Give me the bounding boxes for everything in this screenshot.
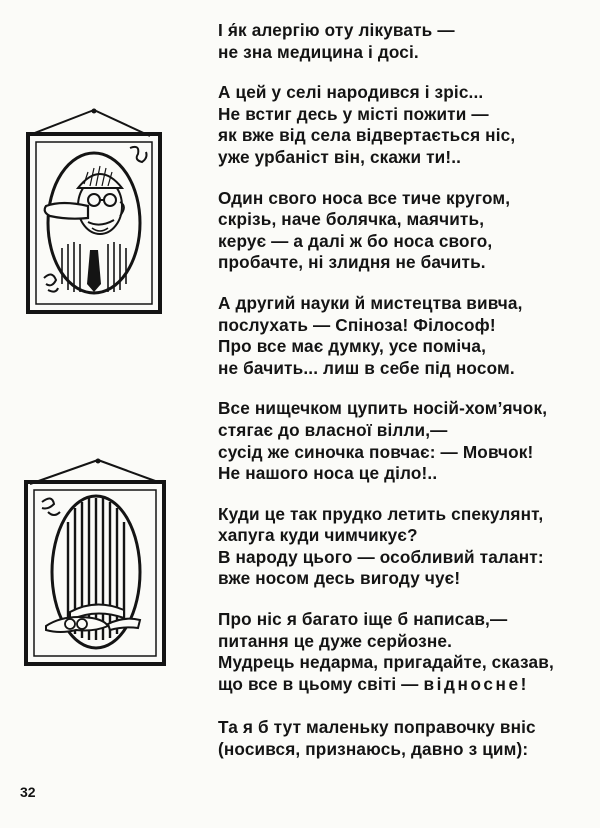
poem-line: Не встиг десь у місті пожити —	[218, 103, 489, 124]
poem-line: Та я б тут маленьку поправочку вніс	[218, 717, 536, 738]
poem-line: Не нашого носа це діло!..	[218, 463, 438, 484]
poem-line: як вже від села відвертається ніс,	[218, 125, 516, 146]
poem-line: Мудрець недарма, пригадайте, сказав,	[218, 652, 554, 673]
page-number: 32	[20, 784, 36, 800]
poem-line-prefix: що все в цьому світі —	[218, 673, 424, 694]
stanza-2	[218, 82, 590, 168]
poem-line: І я́к алергію оту лікувать —	[218, 20, 455, 40]
emphasized-word: відносне	[423, 673, 521, 694]
poem-line: Про все має думку, усе поміча,	[218, 336, 487, 357]
stanza-4	[218, 293, 590, 379]
poem-line: хапуга куди чимчикує?	[218, 525, 418, 546]
poem-line: не зна медицина і досі.	[218, 41, 419, 62]
poem-line: А другий науки й мистецтва вивча,	[218, 292, 523, 313]
poem-line: питання це дуже серйозне.	[218, 630, 453, 651]
poem-line: Все нищечком цупить носій-хом’ячок,	[218, 398, 548, 419]
poem-line: сусід же синочка повчає: — Мовчок!	[218, 441, 534, 462]
poem-line-last	[218, 674, 590, 696]
poem-line: В народу цього — особливий талант:	[218, 546, 544, 567]
poem-line: Куди це так прудко летить спекулянт,	[218, 503, 544, 524]
poem-line: Один свого носа все тиче кругом,	[218, 187, 511, 208]
stanza-1	[218, 20, 590, 63]
poem-line: скрізь, наче болячка, маячить,	[218, 209, 485, 230]
poem-line: керує — а далі ж бо носа свого,	[218, 230, 493, 251]
poem-line: не бачить... лиш в себе під носом.	[218, 357, 515, 378]
poem-line-suffix: !	[520, 673, 527, 694]
poem-line: А цей у селі народився і зріс...	[218, 82, 484, 103]
stanza-6	[218, 504, 590, 590]
framed-portrait-striped-figure-icon	[20, 458, 175, 670]
poem-line: послухать — Спіноза! Філософ!	[218, 314, 496, 335]
poem-line: пробачте, ні злидня не бачить.	[218, 252, 486, 273]
poem-line: вже носом десь вигоду чує!	[218, 568, 461, 589]
poem-line: (носився, признаюсь, давно з цим):	[218, 739, 529, 760]
poem-line: уже урбаніст він, скажи ти!..	[218, 146, 462, 167]
stanza-3	[218, 188, 590, 274]
poem-line: стягає до власної вілли,—	[218, 419, 448, 440]
poem-text	[218, 20, 590, 780]
stanza-5	[218, 398, 590, 484]
framed-portrait-long-nose-man-icon	[22, 108, 172, 320]
poem-line: Про ніс я багато іще б написав,—	[218, 609, 508, 630]
stanza-8	[218, 717, 590, 760]
stanza-7	[218, 609, 590, 695]
